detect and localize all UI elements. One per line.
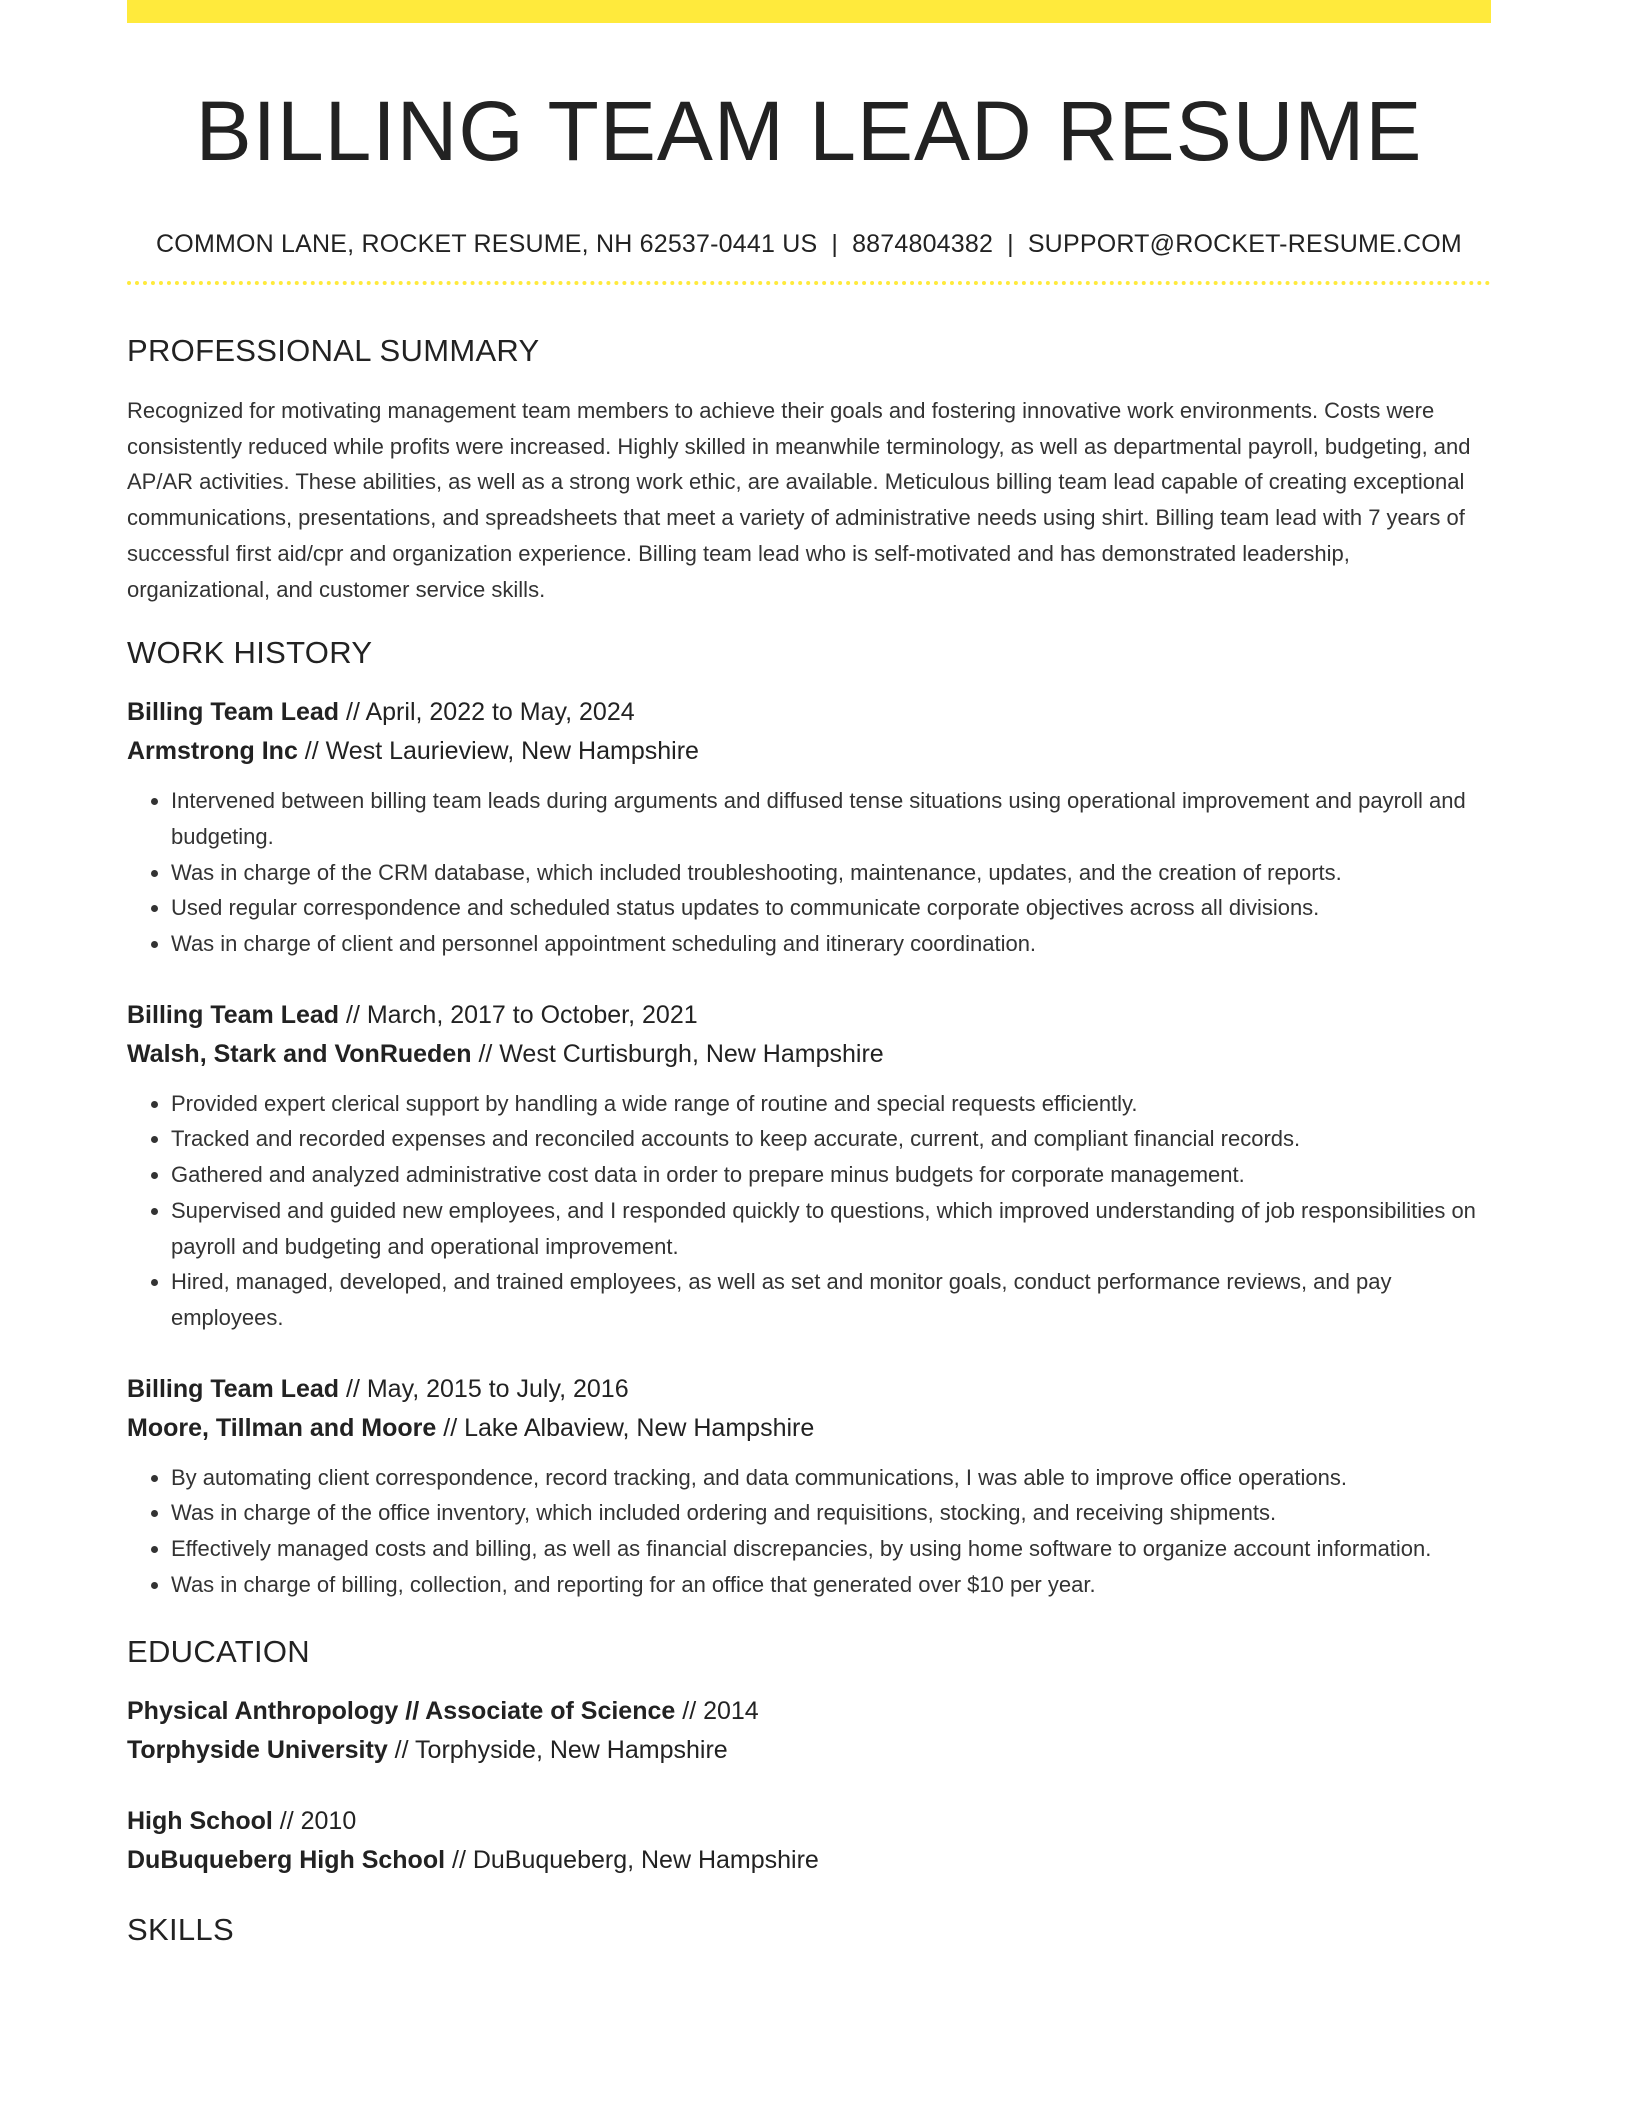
job-role: Billing Team Lead xyxy=(127,698,340,727)
contact-separator: | xyxy=(831,230,839,258)
job-bullets xyxy=(127,1460,1491,1603)
job-bullet: • Hired, managed, developed, and trained employees, as well as set and monitor goals, conduct performance reviews, and pay employees. xyxy=(171,1264,1491,1335)
job-bullet: • Gathered and analyzed administrative cost data in order to prepare minus budgets for corporate management. xyxy=(171,1157,1491,1193)
summary-heading: PROFESSIONAL SUMMARY xyxy=(127,333,540,368)
contact-separator: | xyxy=(1007,230,1014,258)
contact-email: SUPPORT@ROCKET-RESUME.COM xyxy=(1027,230,1462,258)
job-bullets xyxy=(127,783,1491,962)
education-school: Torphyside University xyxy=(127,1736,388,1765)
job-title-line xyxy=(127,996,1491,1035)
accent-bar xyxy=(127,0,1491,23)
education-location: // Torphyside, New Hampshire xyxy=(387,1736,728,1765)
job-bullet: • Tracked and recorded expenses and reconciled accounts to keep accurate, current, and compliant financial records. xyxy=(171,1121,1491,1157)
job-company-line xyxy=(127,1409,1491,1448)
job-bullet: • Used regular correspondence and scheduled status updates to communicate corporate objectives across all divisions. xyxy=(171,890,1491,926)
job-location: // West Laurieview, New Hampshire xyxy=(297,737,699,766)
summary-text: Recognized for motivating management team members to achieve their goals and fostering innovative work environments. Costs were consistently reduced while profits were increased. Highly skilled in meanwhile terminology, as well as departmental payroll, budgeting, and AP/AR activities. These abilities, as well as a strong work ethic, are available. Meticulous billing team lead capable of creating exceptional communications, presentations, and spreadsheets that meet a variety of administrative needs using shirt. Billing team lead with 7 years of successful first aid/cpr and organization experience. Billing team lead who is self-motivated and has demonstrated leadership, organizational, and customer service skills. xyxy=(127,398,1471,602)
job-bullet: • Provided expert clerical support by handling a wide range of routine and special requests efficiently. xyxy=(171,1086,1491,1122)
education-location: // DuBuqueberg, New Hampshire xyxy=(445,1846,819,1875)
job-bullet: • Effectively managed costs and billing, as well as financial discrepancies, by using home software to organize account information. xyxy=(171,1531,1491,1567)
education-year: // 2014 xyxy=(675,1697,759,1726)
job-bullet: • Was in charge of billing, collection, and reporting for an office that generated over $10 per year. xyxy=(171,1567,1491,1603)
contact-line xyxy=(127,227,1491,261)
job-entry xyxy=(127,996,1491,1336)
job-role: Billing Team Lead xyxy=(127,1000,340,1029)
job-bullet: • Was in charge of the office inventory, which included ordering and requisitions, stocking, and receiving shipments. xyxy=(171,1495,1491,1531)
contact-address: COMMON LANE, ROCKET RESUME, NH 62537-0441 US xyxy=(156,230,818,258)
skills-heading: SKILLS xyxy=(127,1912,234,1948)
job-entry xyxy=(127,693,1491,962)
job-bullets xyxy=(127,1086,1491,1336)
education-degree: Physical Anthropology // Associate of Science xyxy=(127,1697,676,1726)
job-company-line xyxy=(127,1035,1491,1074)
education-degree: High School xyxy=(127,1807,273,1836)
job-location: // West Curtisburgh, New Hampshire xyxy=(471,1039,884,1068)
education-entry xyxy=(127,1802,1491,1880)
job-company-line xyxy=(127,732,1491,771)
education-school-line xyxy=(127,1731,1491,1770)
education-school: DuBuqueberg High School xyxy=(127,1846,446,1875)
resume-title: BILLING TEAM LEAD RESUME xyxy=(195,84,1423,178)
education-degree-line xyxy=(127,1802,1491,1841)
resume-page xyxy=(127,0,1491,1950)
job-entry xyxy=(127,1370,1491,1603)
job-dates: // March, 2017 to October, 2021 xyxy=(339,1000,698,1029)
job-dates: // April, 2022 to May, 2024 xyxy=(339,698,635,727)
job-bullet: • Intervened between billing team leads during arguments and diffused tense situations using operational improvement and payroll and budgeting. xyxy=(171,783,1491,854)
dotted-divider xyxy=(127,281,1491,285)
job-title-line xyxy=(127,1370,1491,1409)
job-bullet: • By automating client correspondence, record tracking, and data communications, I was able to improve office operations. xyxy=(171,1460,1491,1496)
job-role: Billing Team Lead xyxy=(127,1374,340,1403)
job-title-line xyxy=(127,693,1491,732)
job-bullet: • Was in charge of client and personnel appointment scheduling and itinerary coordination. xyxy=(171,926,1491,962)
contact-phone: 8874804382 xyxy=(852,230,994,258)
education-year: // 2010 xyxy=(272,1807,357,1836)
job-bullet: • Was in charge of the CRM database, which included troubleshooting, maintenance, updates, and the creation of reports. xyxy=(171,855,1491,891)
work-history-heading: WORK HISTORY xyxy=(127,635,373,671)
education-heading: EDUCATION xyxy=(127,1634,310,1670)
job-company: Armstrong Inc xyxy=(127,737,298,766)
job-company: Moore, Tillman and Moore xyxy=(127,1413,437,1442)
job-dates: // May, 2015 to July, 2016 xyxy=(339,1374,629,1403)
job-company: Walsh, Stark and VonRueden xyxy=(127,1039,472,1068)
education-degree-line xyxy=(127,1692,1491,1731)
job-bullet: • Supervised and guided new employees, and I responded quickly to questions, which improved understanding of job responsibilities on payroll and budgeting and operational improvement. xyxy=(171,1193,1491,1264)
education-school-line xyxy=(127,1841,1491,1880)
job-location: // Lake Albaview, New Hampshire xyxy=(436,1413,815,1442)
education-entry xyxy=(127,1692,1491,1770)
